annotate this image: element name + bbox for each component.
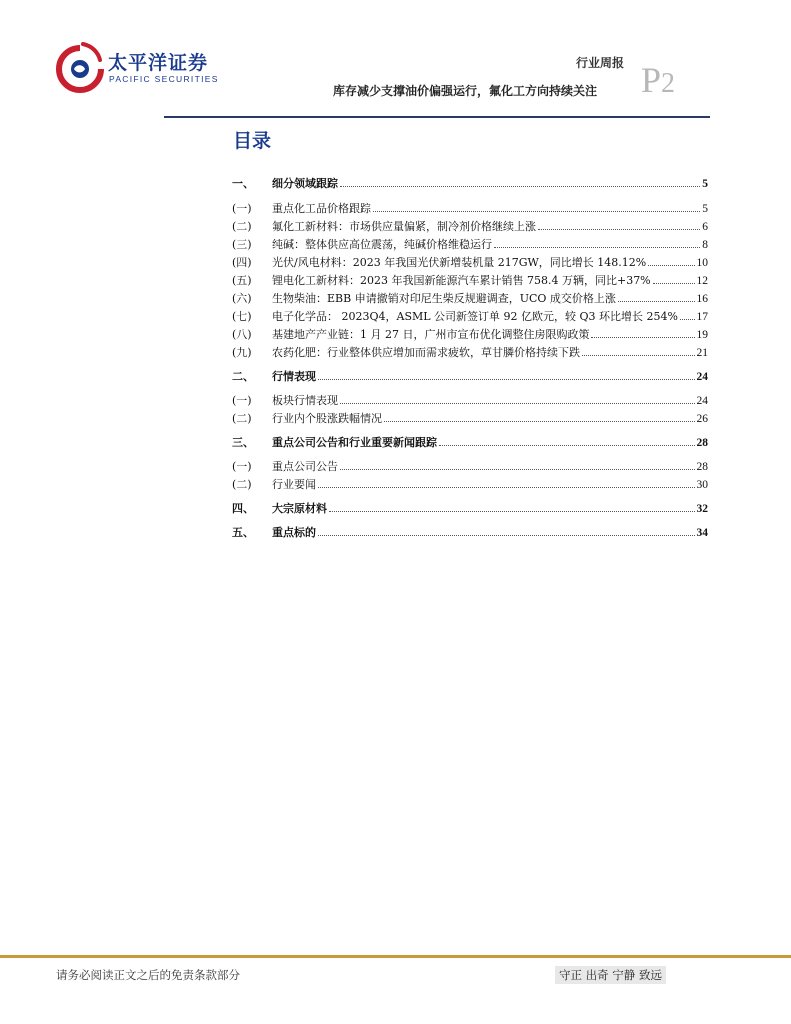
toc-entry-title: 板块行情表现 <box>272 394 338 407</box>
toc-leader <box>494 247 700 248</box>
toc-entry[interactable] <box>232 458 708 476</box>
toc-entry-title: 细分领域跟踪 <box>272 177 338 190</box>
toc-entry-title: 氟化工新材料：市场供应量偏紧，制冷剂价格继续上涨 <box>272 220 536 233</box>
footer-disclaimer: 请务必阅读正文之后的免责条款部分 <box>56 968 240 982</box>
toc-entry-title: 锂电化工新材料：2023 年我国新能源汽车累计销售 758.4 万辆，同比+37% <box>272 274 651 287</box>
toc-leader <box>329 511 695 512</box>
toc-entry-title: 行业要闻 <box>272 478 316 491</box>
toc-leader <box>648 265 694 266</box>
toc-entry[interactable] <box>232 392 708 410</box>
toc-entry-number: (九) <box>232 346 252 359</box>
toc-leader <box>340 469 695 470</box>
toc-leader <box>582 355 695 356</box>
toc-entry[interactable] <box>232 290 708 308</box>
toc-entry-title: 大宗原材料 <box>272 502 327 515</box>
toc-entry[interactable] <box>232 254 708 272</box>
toc-entry[interactable] <box>232 218 708 236</box>
toc-entry-page: 5 <box>702 178 708 190</box>
toc-entry-number: (四) <box>232 256 252 269</box>
toc-entry[interactable] <box>232 524 708 542</box>
toc-entry[interactable] <box>232 368 708 386</box>
toc-entry-title: 生物柴油：EBB 申请撤销对印尼生柴反规避调查，UCO 成交价格上涨 <box>272 292 616 305</box>
toc-entry-title: 行业内个股涨跌幅情况 <box>272 412 382 425</box>
report-headline: 库存减少支撑油价偏强运行，氟化工方向持续关注 <box>333 84 598 98</box>
toc-entry-title: 重点化工品价格跟踪 <box>272 202 371 215</box>
toc-entry-page: 26 <box>696 413 708 425</box>
toc-entry-number: (二) <box>232 478 252 491</box>
toc-entry-title: 光伏/风电材料：2023 年我国光伏新增装机量 217GW，同比增长 148.12% <box>272 256 647 269</box>
toc-leader <box>538 229 700 230</box>
toc-leader <box>318 535 695 536</box>
toc-entry-number: (七) <box>232 310 252 323</box>
toc-entry-number: 一、 <box>232 177 254 190</box>
toc-entry[interactable] <box>232 236 708 254</box>
toc-leader <box>618 301 695 302</box>
logo-mark-icon <box>56 40 106 94</box>
toc-entry-page: 17 <box>696 311 708 323</box>
toc-entry-page: 21 <box>696 347 708 359</box>
toc-entry-title: 重点标的 <box>272 526 316 539</box>
toc-entry[interactable] <box>232 175 708 193</box>
toc-entry-number: (一) <box>232 460 252 473</box>
toc-entry-title: 基建地产产业链：1 月 27 日，广州市宣布优化调整住房限购政策 <box>272 328 590 341</box>
toc-entry-number: (三) <box>232 238 252 251</box>
toc-entry[interactable] <box>232 434 708 452</box>
report-type: 行业周报 <box>576 56 625 70</box>
company-logo <box>56 40 219 94</box>
toc-entry-page: 19 <box>696 329 708 341</box>
toc-leader <box>340 186 700 187</box>
toc-entry-title: 行情表现 <box>272 370 316 383</box>
toc-entry-title: 重点公司公告 <box>272 460 338 473</box>
toc-entry[interactable] <box>232 476 708 494</box>
toc-entry-number: (二) <box>232 220 252 233</box>
toc-entry-page: 24 <box>696 395 708 407</box>
footer-divider <box>0 955 791 958</box>
header-divider <box>164 116 710 118</box>
toc-leader <box>373 211 700 212</box>
toc-entry[interactable] <box>232 200 708 218</box>
toc-entry-page: 16 <box>696 293 708 305</box>
toc-entry[interactable] <box>232 500 708 518</box>
toc-entry[interactable] <box>232 272 708 290</box>
toc-entry-title: 电子化学品： 2023Q4，ASML 公司新签订单 92 亿欧元，较 Q3 环比增长 254% <box>272 310 678 323</box>
toc-entry-page: 10 <box>696 257 708 269</box>
toc-leader <box>439 445 695 446</box>
logo-english-name: PACIFIC SECURITIES <box>109 74 219 84</box>
footer-motto: 守正 出奇 宁静 致远 <box>555 966 666 984</box>
toc-entry-page: 8 <box>702 239 708 251</box>
toc-title: 目录 <box>233 130 272 152</box>
toc-entry-number: (二) <box>232 412 252 425</box>
toc-entry-page: 30 <box>696 479 708 491</box>
toc-entry-number: (五) <box>232 274 252 287</box>
toc-entry-page: 28 <box>696 437 708 449</box>
toc-entry[interactable] <box>232 308 708 326</box>
toc-entry-number: 五、 <box>232 526 254 539</box>
page-prefix: P <box>641 60 662 100</box>
toc-leader <box>653 283 695 284</box>
toc-entry-number: (六) <box>232 292 252 305</box>
toc-entry-page: 12 <box>696 275 708 287</box>
toc-entry-page: 34 <box>696 527 708 539</box>
toc-entry-title: 纯碱：整体供应高位震荡，纯碱价格维稳运行 <box>272 238 492 251</box>
toc-entry[interactable] <box>232 344 708 362</box>
toc-entry-page: 32 <box>696 503 708 515</box>
toc-entry-number: (八) <box>232 328 252 341</box>
toc-entry[interactable] <box>232 410 708 428</box>
toc-leader <box>384 421 695 422</box>
toc-leader <box>318 487 695 488</box>
toc-entry-title: 重点公司公告和行业重要新闻跟踪 <box>272 436 437 449</box>
toc-entry-number: (一) <box>232 394 252 407</box>
page-header <box>0 0 791 120</box>
toc-leader <box>680 319 695 320</box>
page-digit: 2 <box>661 68 676 99</box>
toc-entry[interactable] <box>232 326 708 344</box>
toc-entry-page: 24 <box>696 371 708 383</box>
toc-entry-number: 二、 <box>232 370 254 383</box>
toc-entry-number: (一) <box>232 202 252 215</box>
toc-leader <box>340 403 695 404</box>
toc-entry-number: 三、 <box>232 436 254 449</box>
toc-entry-page: 5 <box>702 203 708 215</box>
toc-leader <box>591 337 694 338</box>
toc-entry-number: 四、 <box>232 502 254 515</box>
toc-entry-page: 28 <box>696 461 708 473</box>
page-number <box>641 62 675 98</box>
toc-leader <box>318 379 695 380</box>
logo-chinese-name: 太平洋证券 <box>108 52 209 74</box>
toc-entry-page: 6 <box>702 221 708 233</box>
toc-entry-title: 农药化肥：行业整体供应增加而需求疲软，草甘膦价格持续下跌 <box>272 346 580 359</box>
